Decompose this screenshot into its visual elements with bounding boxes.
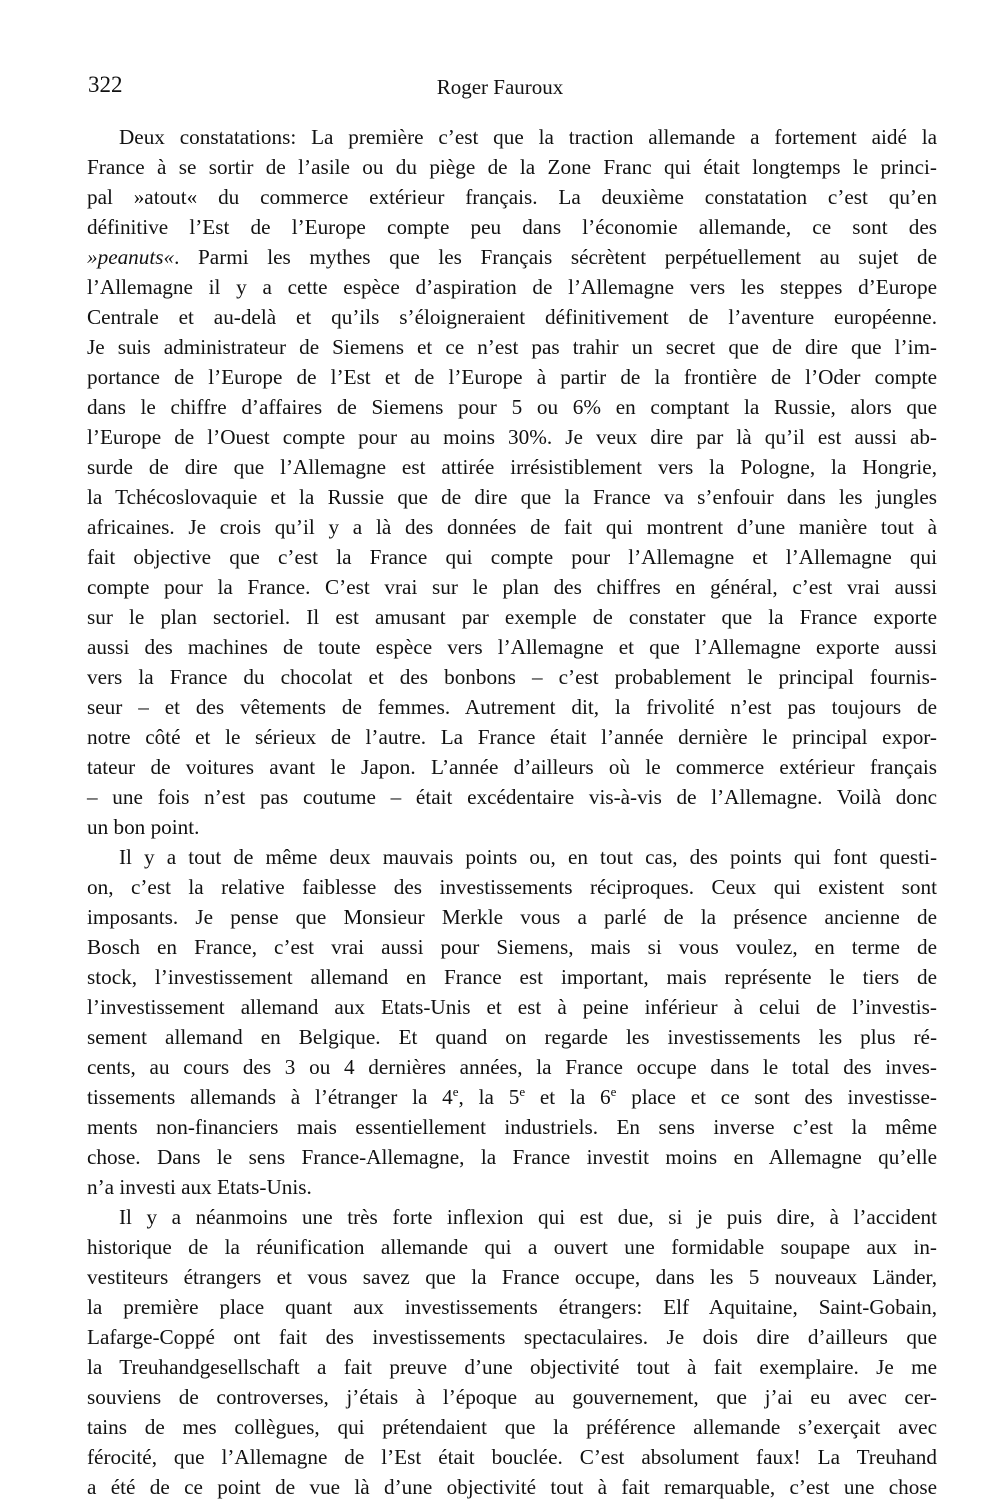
page-number: 322: [88, 72, 123, 97]
text-line: notre côté et le sérieux de l’autre. La France était l’année dernière le principal expor-: [87, 725, 937, 749]
text-line: [87, 242, 937, 272]
text-line: – une fois n’est pas coutume – était excédentaire vis-à-vis de l’Allemagne. Voilà donc: [87, 785, 937, 809]
paragraph-2: [87, 842, 937, 1202]
text-line: l’Allemagne il y a cette espèce d’aspiration de l’Allemagne vers les steppes d’Europe: [87, 275, 937, 299]
text-line: stock, l’investissement allemand en France est important, mais représente le tiers de: [87, 965, 937, 989]
paragraph-1: [87, 122, 937, 842]
text-line: on, c’est la relative faiblesse des investissements réciproques. Ceux qui existent sont: [87, 875, 937, 899]
text-line: Lafarge-Coppé ont fait des investissements spectaculaires. Je dois dire d’ailleurs que: [87, 1325, 937, 1349]
text-line: chose. Dans le sens France-Allemagne, la France investit moins en Allemagne qu’elle: [87, 1145, 937, 1169]
superscript: e: [519, 1084, 526, 1099]
text-line: seur – et des vêtements de femmes. Autrement dit, la frivolité n’est pas toujours de: [87, 695, 937, 719]
text-line: portance de l’Europe de l’Est et de l’Europe à partir de la frontière de l’Oder compte: [87, 365, 937, 389]
superscript: e: [610, 1084, 617, 1099]
text-line: Il y a néanmoins une très forte inflexion qui est due, si je puis dire, à l’accident: [119, 1205, 937, 1229]
text-line: sur le plan sectoriel. Il est amusant par exemple de constater que la France exporte: [87, 605, 937, 629]
text-line: tains de mes collègues, qui prétendaient que la préférence allemande s’exerçait avec: [87, 1415, 937, 1439]
text-line: la Treuhandgesellschaft a fait preuve d’une objectivité tout à fait exemplaire. Je me: [87, 1355, 937, 1379]
text-line: imposants. Je pense que Monsieur Merkle vous a parlé de la présence ancienne de: [87, 905, 937, 929]
text-line: Deux constatations: La première c’est que la traction allemande a fortement aidé la: [119, 125, 937, 149]
text-line: [87, 1082, 937, 1112]
text-run: , la 5: [458, 1085, 520, 1109]
body-text: [87, 122, 937, 1502]
italic-term: »peanuts«: [87, 245, 175, 269]
text-line: aussi des machines de toute espèce vers l’Allemagne et que l’Allemagne exporte aussi: [87, 635, 937, 659]
text-line: Il y a tout de même deux mauvais points ou, en tout cas, des points qui font questi-: [119, 845, 937, 869]
text-line: France à se sortir de l’asile ou du piège de la Zone Franc qui était longtemps le princi-: [87, 155, 937, 179]
text-line: définitive l’Est de l’Europe compte peu dans l’économie allemande, ce sont des: [87, 215, 937, 239]
text-line: la Tchécoslovaquie et la Russie que de dire que la France va s’enfouir dans les jungles: [87, 485, 937, 509]
text-line: la première place quant aux investissements étrangers: Elf Aquitaine, Saint-Gobain,: [87, 1295, 937, 1319]
text-line: un bon point.: [87, 815, 200, 839]
text-line: dans le chiffre d’affaires de Siemens pour 5 ou 6% en comptant la Russie, alors que: [87, 395, 937, 419]
text-line: a été de ce point de vue là d’une objectivité tout à fait remarquable, c’est une chose: [87, 1475, 937, 1499]
text-line: Je suis administrateur de Siemens et ce n’est pas trahir un secret que de dire que l’im-: [87, 335, 937, 359]
text-line: pal »atout« du commerce extérieur français. La deuxième constatation c’est qu’en: [87, 185, 937, 209]
text-line: vestiteurs étrangers et vous savez que la France occupe, dans les 5 nouveaux Länder,: [87, 1265, 937, 1289]
text-line: Centrale et au-delà et qu’ils s’éloigneraient définitivement de l’aventure européenne.: [87, 305, 937, 329]
text-line: férocité, que l’Allemagne de l’Est était bouclée. C’est absolument faux! La Treuhand: [87, 1445, 937, 1469]
paragraph-3: [87, 1202, 937, 1502]
text-line: tateur de voitures avant le Japon. L’année d’ailleurs où le commerce extérieur français: [87, 755, 937, 779]
text-line: ments non-financiers mais essentiellement industriels. En sens inverse c’est la même: [87, 1115, 937, 1139]
text-line: cents, au cours des 3 ou 4 dernières années, la France occupe dans le total des inves-: [87, 1055, 937, 1079]
text-line: l’investissement allemand aux Etats-Unis et est à peine inférieur à celui de l’investis-: [87, 995, 937, 1019]
text-line: fait objective que c’est la France qui compte pour l’Allemagne et l’Allemagne qui: [87, 545, 937, 569]
superscript: e: [452, 1084, 459, 1099]
text-run: . Parmi les mythes que les Français sécrètent perpétuellement au sujet de: [174, 245, 937, 269]
text-line: surde de dire que l’Allemagne est attirée irrésistiblement vers la Pologne, la Hongrie,: [87, 455, 937, 479]
text-line: compte pour la France. C’est vrai sur le plan des chiffres en général, c’est vrai aussi: [87, 575, 937, 599]
text-line: vers la France du chocolat et des bonbons – c’est probablement le principal fournis-: [87, 665, 937, 689]
text-line: historique de la réunification allemande qui a ouvert une formidable soupape aux in-: [87, 1235, 937, 1259]
text-run: et la 6: [525, 1085, 611, 1109]
text-line: africaines. Je crois qu’il y a là des données de fait qui montrent d’une manière tout à: [87, 515, 937, 539]
text-line: Bosch en France, c’est vrai aussi pour Siemens, mais si vous voulez, en terme de: [87, 935, 937, 959]
text-run: place et ce sont des investisse-: [616, 1085, 937, 1109]
text-line: souviens de controverses, j’étais à l’époque au gouvernement, que j’ai eu avec cer-: [87, 1385, 937, 1409]
text-line: n’a investi aux Etats-Unis.: [87, 1175, 312, 1199]
text-line: l’Europe de l’Ouest compte pour au moins 30%. Je veux dire par là qu’il est aussi ab-: [87, 425, 937, 449]
running-head: Roger Fauroux: [436, 75, 564, 99]
text-line: sement allemand en Belgique. Et quand on regarde les investissements les plus ré-: [87, 1025, 937, 1049]
text-run: tissements allemands à l’étranger la 4: [87, 1085, 453, 1109]
